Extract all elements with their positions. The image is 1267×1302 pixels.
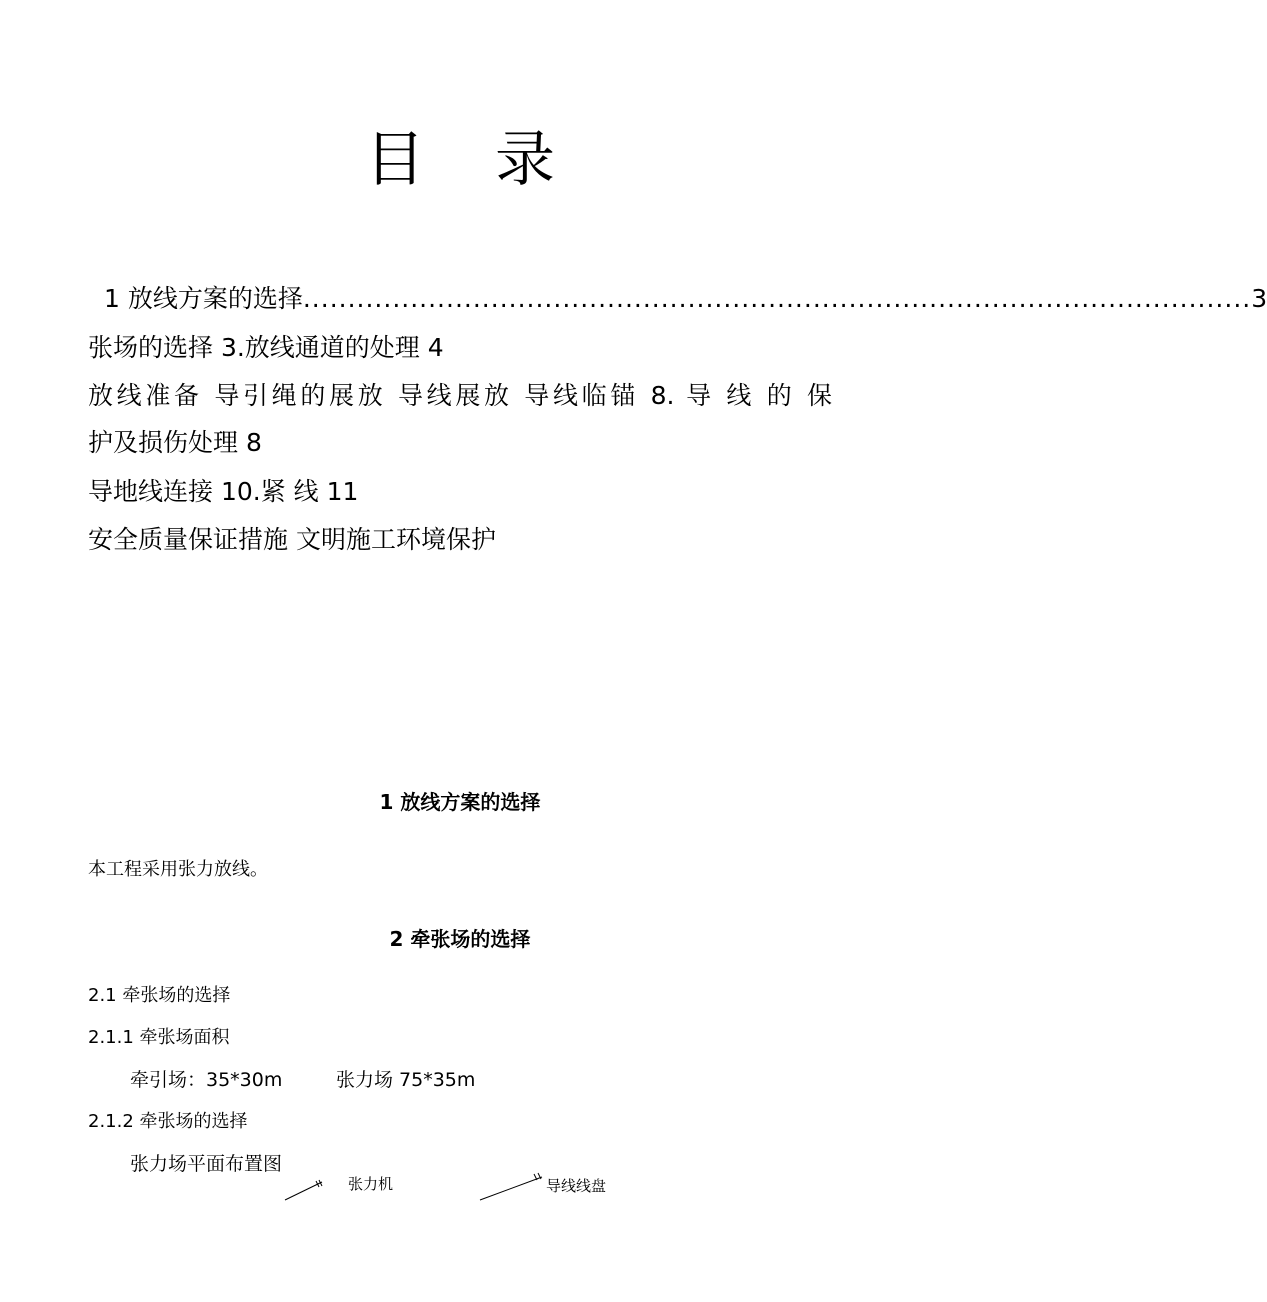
label-conductor-reel: 导线线盘 bbox=[546, 1177, 607, 1195]
subsection-2-1-2: 2.1.2 牵张场的选择 bbox=[88, 1111, 248, 1132]
section-2-heading: 2 牵张场的选择 bbox=[389, 927, 531, 951]
toc-title-char-1: 目 bbox=[365, 125, 425, 195]
tension-site-area: 张力场 75*35m bbox=[336, 1069, 476, 1091]
callout-reel-leader bbox=[480, 1173, 542, 1200]
toc-line-3[interactable]: 放线准备 导引绳的展放 导线展放 导线临锚 8. 导 线 的 保 bbox=[88, 381, 832, 410]
traction-site-area: 牵引场：35*30m bbox=[130, 1069, 283, 1091]
toc-title bbox=[0, 122, 920, 198]
toc-entry-1[interactable] bbox=[104, 282, 1267, 316]
toc-line-5[interactable]: 导地线连接 10.紧 线 11 bbox=[88, 477, 359, 506]
toc-title-char-2: 录 bbox=[495, 125, 555, 195]
subsection-2-1-1: 2.1.1 牵张场面积 bbox=[88, 1027, 230, 1048]
subsection-2-1: 2.1 牵张场的选择 bbox=[88, 985, 231, 1006]
toc-line-4[interactable]: 护及损伤处理 8 bbox=[88, 428, 262, 457]
toc-entry-1-page: 3 bbox=[1251, 284, 1267, 313]
layout-diagram-title: 张力场平面布置图 bbox=[130, 1153, 283, 1175]
toc-line-2[interactable]: 张场的选择 3.放线通道的处理 4 bbox=[88, 333, 444, 362]
toc-entry-1-label: 1 放线方案的选择 bbox=[104, 284, 303, 313]
toc-line-6[interactable]: 安全质量保证措施 文明施工环境保护 bbox=[88, 525, 496, 554]
label-tension-machine: 张力机 bbox=[348, 1175, 394, 1193]
callout-machine-leader bbox=[285, 1180, 322, 1200]
section-1-heading: 1 放线方案的选择 bbox=[379, 790, 541, 814]
section-1-text: 本工程采用张力放线。 bbox=[88, 859, 268, 880]
toc-leader-dots: .......................................................................................................... bbox=[302, 284, 1252, 313]
